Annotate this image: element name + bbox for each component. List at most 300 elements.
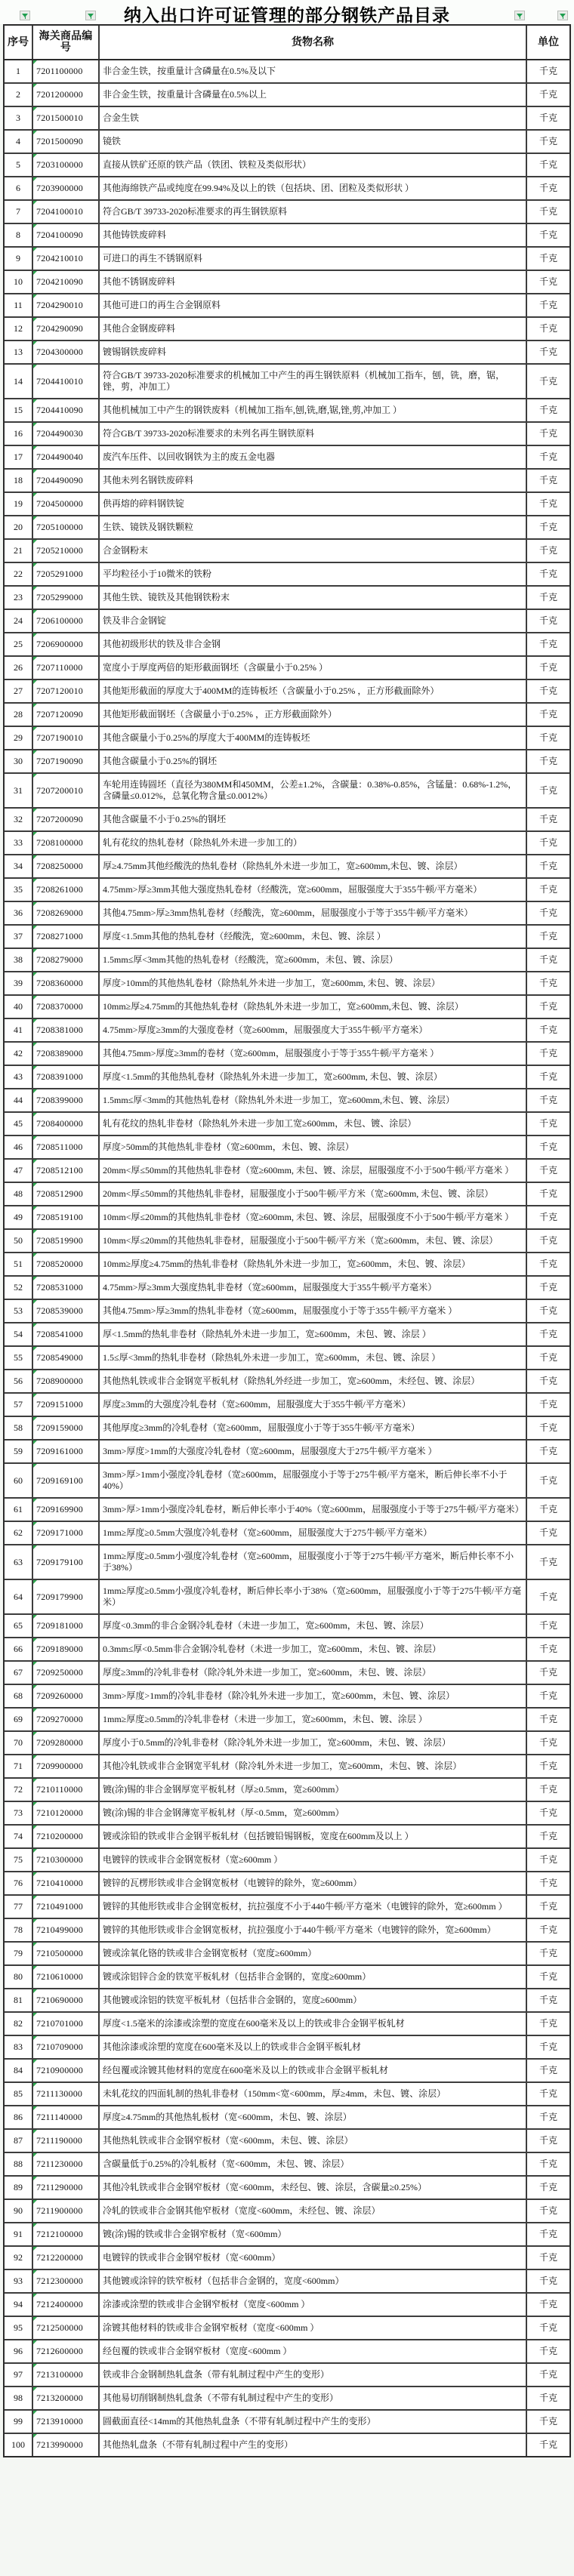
seq-cell[interactable]: 25: [5, 633, 33, 655]
name-cell[interactable]: 镀(涂)锡的铁或非合金钢窄板材（宽<600mm）: [100, 2223, 527, 2245]
seq-cell[interactable]: 51: [5, 1253, 33, 1275]
unit-cell[interactable]: 千克: [539, 1282, 557, 1293]
unit-cell[interactable]: 千克: [539, 1924, 557, 1935]
code-cell[interactable]: [33, 1896, 100, 1918]
seq-cell[interactable]: 60: [5, 1464, 33, 1497]
name-cell[interactable]: 供再熔的碎料钢铁锭: [100, 493, 527, 515]
unit-cell[interactable]: 千克: [539, 1376, 557, 1386]
name-cell[interactable]: 3mm>厚>1mm小强度冷轧卷材（宽≥600mm，屈服强度小于等于275牛顿/平方毫米，断后伸长率不小于40%）: [100, 1464, 527, 1497]
name-cell[interactable]: 其他热轧铁或非合金钢宽平板轧材（除热轧外经进一步加工，宽≥600mm，未经包、镀、涂层）: [100, 1370, 527, 1392]
unit-cell[interactable]: 千克: [539, 1235, 557, 1246]
seq-cell[interactable]: 63: [5, 1545, 33, 1579]
unit-cell[interactable]: 千克: [539, 954, 557, 965]
seq-cell[interactable]: 41: [5, 1019, 33, 1041]
unit-cell[interactable]: 千克: [539, 1165, 557, 1176]
seq-cell[interactable]: 95: [5, 2317, 33, 2339]
name-cell[interactable]: 厚度<1.5mm其他的热轧卷材（经酸洗，宽≥600mm，未包、镀、涂层 ）: [100, 926, 527, 948]
seq-cell[interactable]: 81: [5, 1989, 33, 2011]
seq-cell[interactable]: 34: [5, 855, 33, 877]
unit-cell[interactable]: 千克: [539, 1095, 557, 1105]
unit-cell[interactable]: 千克: [539, 1142, 557, 1152]
unit-cell[interactable]: 千克: [539, 545, 557, 556]
seq-cell[interactable]: 55: [5, 1347, 33, 1369]
unit-cell[interactable]: 千克: [539, 2252, 557, 2263]
seq-cell[interactable]: 14: [5, 365, 33, 398]
seq-cell[interactable]: 64: [5, 1580, 33, 1613]
code-cell[interactable]: [33, 1277, 100, 1299]
name-cell[interactable]: 符合GB/T 39733-2020标准要求的未列名再生钢铁原料: [100, 423, 527, 445]
name-cell[interactable]: 厚度≥4.75mm的其他热轧板材（宽<600mm，未包、镀、涂层）: [100, 2106, 527, 2128]
code-cell[interactable]: [33, 60, 100, 82]
name-cell[interactable]: 1mm≥厚度≥0.5mm小强度冷轧卷材（宽≥600mm，屈服强度小于等于275牛顿/平方毫米，断后伸长率不小于38%）: [100, 1545, 527, 1579]
seq-cell[interactable]: 88: [5, 2153, 33, 2175]
unit-cell[interactable]: 千克: [539, 276, 557, 287]
name-cell[interactable]: 未轧花纹的四面轧制的热轧非卷材（150mm<宽<600mm，厚≥4mm，未包、镀、涂层）: [100, 2083, 527, 2105]
code-cell[interactable]: [33, 949, 100, 971]
code-cell[interactable]: [33, 1300, 100, 1322]
code-cell[interactable]: [33, 1732, 100, 1754]
seq-cell[interactable]: 49: [5, 1206, 33, 1228]
unit-cell[interactable]: 千克: [539, 230, 557, 240]
name-cell[interactable]: 其他机械加工中产生的钢铁废料（机械加工指车,刨,铣,磨,锯,锉,剪,冲加工 ）: [100, 399, 527, 421]
name-cell[interactable]: 符合GB/T 39733-2020标准要求的再生钢铁原料: [100, 201, 527, 223]
unit-cell[interactable]: 千克: [539, 428, 557, 439]
name-cell[interactable]: 非合金生铁，按重量计含磷量在0.5%以上: [100, 84, 527, 106]
name-cell[interactable]: 符合GB/T 39733-2020标准要求的机械加工中产生的再生钢铁原料（机械加工指车，刨，铣，磨，锯，锉，剪，冲加工）: [100, 365, 527, 398]
name-cell[interactable]: 1mm≥厚度≥0.5mm小强度冷轧卷材，断后伸长率小于38%（宽≥600mm，屈服强度小于等于275牛顿/平方毫米）: [100, 1580, 527, 1613]
name-cell[interactable]: 其他镀或涂锌的铁窄板材（包括非合金钢的，宽度<600mm）: [100, 2270, 527, 2292]
code-cell[interactable]: [33, 1943, 100, 1964]
seq-cell[interactable]: 33: [5, 832, 33, 854]
name-cell[interactable]: 其他冷轧铁或非合金钢窄板材（宽<600mm，未经包、镀、涂层，含碳量≥0.25%）: [100, 2177, 527, 2199]
seq-cell[interactable]: 32: [5, 809, 33, 830]
seq-cell[interactable]: 30: [5, 750, 33, 772]
code-cell[interactable]: [33, 1347, 100, 1369]
seq-cell[interactable]: 86: [5, 2106, 33, 2128]
code-cell[interactable]: [33, 996, 100, 1018]
seq-cell[interactable]: 4: [5, 131, 33, 153]
name-cell[interactable]: 涂漆或涂塑的铁或非合金钢窄板材（宽度<600mm ）: [100, 2294, 527, 2316]
code-cell[interactable]: [33, 2130, 100, 2152]
code-cell[interactable]: [33, 365, 100, 398]
name-cell[interactable]: 涂镀其他材料的铁或非合金钢窄板材（宽度<600mm ）: [100, 2317, 527, 2339]
seq-cell[interactable]: 11: [5, 294, 33, 316]
seq-cell[interactable]: 10: [5, 271, 33, 293]
unit-cell[interactable]: 千克: [539, 615, 557, 626]
unit-cell[interactable]: 千克: [539, 884, 557, 895]
seq-cell[interactable]: 73: [5, 1802, 33, 1824]
code-cell[interactable]: [33, 271, 100, 293]
seq-cell[interactable]: 56: [5, 1370, 33, 1392]
name-cell[interactable]: 1.5mm≤厚<3mm其他的热轧卷材（经酸洗，宽≥600mm，未包、镀、涂层）: [100, 949, 527, 971]
name-cell[interactable]: 轧有花纹的热轧卷材（除热轧外未进一步加工的）: [100, 832, 527, 854]
unit-cell[interactable]: 千克: [539, 1854, 557, 1865]
header-seq[interactable]: 序号: [5, 26, 33, 59]
unit-cell[interactable]: 千克: [539, 1001, 557, 1012]
header-code[interactable]: 海关商品编号: [33, 26, 100, 59]
unit-cell[interactable]: 千克: [539, 1071, 557, 1082]
code-cell[interactable]: [33, 1755, 100, 1777]
code-cell[interactable]: [33, 1464, 100, 1497]
name-cell[interactable]: 镜铁: [100, 131, 527, 153]
unit-cell[interactable]: 千克: [539, 1025, 557, 1035]
name-cell[interactable]: 铁或非合金钢制热轧盘条（带有轧制过程中产生的变形）: [100, 2364, 527, 2386]
unit-cell[interactable]: 千克: [539, 112, 557, 123]
code-cell[interactable]: [33, 972, 100, 994]
seq-cell[interactable]: 100: [5, 2434, 33, 2456]
unit-cell[interactable]: 千克: [539, 2369, 557, 2380]
seq-cell[interactable]: 75: [5, 1849, 33, 1871]
name-cell[interactable]: 厚度≥3mm的冷轧非卷材（除冷轧外未进一步加工，宽≥600mm，未包、镀、涂层）: [100, 1662, 527, 1684]
seq-cell[interactable]: 98: [5, 2387, 33, 2409]
code-cell[interactable]: [33, 727, 100, 749]
autofilter-button-unit[interactable]: [557, 11, 568, 20]
code-cell[interactable]: [33, 2060, 100, 2081]
unit-cell[interactable]: 千克: [539, 2182, 557, 2192]
seq-cell[interactable]: 96: [5, 2340, 33, 2362]
seq-cell[interactable]: 91: [5, 2223, 33, 2245]
unit-cell[interactable]: 千克: [539, 253, 557, 263]
code-cell[interactable]: [33, 1066, 100, 1088]
code-cell[interactable]: [33, 446, 100, 468]
name-cell[interactable]: 其他涂漆或涂塑的宽度在600毫米及以上的铁或非合金钢平板轧材: [100, 2036, 527, 2058]
name-cell[interactable]: 其他厚度≥3mm的冷轧卷材（宽≥600mm，屈服强度小于等于355牛顿/平方毫米）: [100, 1417, 527, 1439]
code-cell[interactable]: [33, 2247, 100, 2269]
seq-cell[interactable]: 74: [5, 1826, 33, 1847]
unit-cell[interactable]: 千克: [539, 861, 557, 871]
code-cell[interactable]: [33, 2317, 100, 2339]
unit-cell[interactable]: 千克: [539, 1188, 557, 1199]
seq-cell[interactable]: 13: [5, 341, 33, 363]
name-cell[interactable]: 其他不锈钢废碎料: [100, 271, 527, 293]
unit-cell[interactable]: 千克: [539, 1901, 557, 1912]
name-cell[interactable]: 镀或涂铅的铁或非合金钢平板轧材（包括镀铅锡钢板，宽度在600mm及以上 ）: [100, 1826, 527, 1847]
name-cell[interactable]: 其他铸铁废碎料: [100, 224, 527, 246]
unit-cell[interactable]: 千克: [539, 1474, 557, 1486]
name-cell[interactable]: 其他4.75mm>厚≥3mm的热轧非卷材（宽≥600mm，屈服强度小于等于355牛顿/平方毫米 ）: [100, 1300, 527, 1322]
seq-cell[interactable]: 68: [5, 1685, 33, 1707]
code-cell[interactable]: [33, 879, 100, 901]
name-cell[interactable]: 可进口的再生不锈钢原料: [100, 248, 527, 270]
seq-cell[interactable]: 2: [5, 84, 33, 106]
name-cell[interactable]: 厚度<1.5毫米的涂漆或涂塑的宽度在600毫米及以上的铁或非合金钢平板轧材: [100, 2013, 527, 2035]
unit-cell[interactable]: 千克: [539, 1591, 557, 1602]
code-cell[interactable]: [33, 2106, 100, 2128]
name-cell[interactable]: 非合金生铁，按重量计含磷量在0.5%及以下: [100, 60, 527, 82]
seq-cell[interactable]: 31: [5, 774, 33, 807]
name-cell[interactable]: 宽度小于厚度两倍的矩形截面钢坯（含碳量小于0.25% ）: [100, 657, 527, 679]
name-cell[interactable]: 10mm<厚≤20mm的其他热轧非卷材（宽≥600mm, 未包、镀、涂层，屈服强度不小于500牛顿/平方毫米 ）: [100, 1206, 527, 1228]
name-cell[interactable]: 镀锌的瓦楞形铁或非合金钢宽板材（电镀锌的除外，宽≥600mm）: [100, 1872, 527, 1894]
seq-cell[interactable]: 77: [5, 1896, 33, 1918]
name-cell[interactable]: 其他含碳量不小于0.25%的钢坯: [100, 809, 527, 830]
unit-cell[interactable]: 千克: [539, 183, 557, 193]
unit-cell[interactable]: 千克: [539, 2018, 557, 2029]
code-cell[interactable]: [33, 2364, 100, 2386]
seq-cell[interactable]: 8: [5, 224, 33, 246]
code-cell[interactable]: [33, 1113, 100, 1135]
unit-cell[interactable]: 千克: [539, 206, 557, 217]
name-cell[interactable]: 其他生铁、镜铁及其他钢铁粉末: [100, 587, 527, 609]
code-cell[interactable]: [33, 177, 100, 199]
unit-cell[interactable]: 千克: [539, 1212, 557, 1222]
code-cell[interactable]: [33, 2270, 100, 2292]
seq-cell[interactable]: 65: [5, 1615, 33, 1637]
unit-cell[interactable]: 千克: [539, 2416, 557, 2427]
name-cell[interactable]: 厚≥4.75mm其他经酸洗的热轧卷材（除热轧外未进一步加工，宽≥600mm,未包、镀、涂层）: [100, 855, 527, 877]
seq-cell[interactable]: 72: [5, 1779, 33, 1801]
seq-cell[interactable]: 59: [5, 1441, 33, 1462]
code-cell[interactable]: [33, 1522, 100, 1544]
name-cell[interactable]: 1.5≤厚<3mm的热轧非卷材（除热轧外未进一步加工，宽≥600mm，未包、镀、涂层 ）: [100, 1347, 527, 1369]
code-cell[interactable]: [33, 1872, 100, 1894]
unit-cell[interactable]: 千克: [539, 1831, 557, 1841]
code-cell[interactable]: [33, 1638, 100, 1660]
name-cell[interactable]: 镀(涂)锡的非合金钢厚宽平板轧材（厚≥0.5mm，宽≥600mm）: [100, 1779, 527, 1801]
name-cell[interactable]: 其他合金钢废碎料: [100, 318, 527, 340]
name-cell[interactable]: 镀或涂铝锌合金的铁宽平板轧材（包括非合金钢的，宽度≥600mm）: [100, 1966, 527, 1988]
unit-cell[interactable]: 千克: [539, 1807, 557, 1818]
code-cell[interactable]: [33, 926, 100, 948]
code-cell[interactable]: [33, 2223, 100, 2245]
code-cell[interactable]: [33, 1206, 100, 1228]
seq-cell[interactable]: 29: [5, 727, 33, 749]
name-cell[interactable]: 厚度<1.5mm的其他热轧卷材（除热轧外未进一步加工，宽≥600mm, 未包、镀、涂层）: [100, 1066, 527, 1088]
unit-cell[interactable]: 千克: [539, 639, 557, 649]
code-cell[interactable]: [33, 2177, 100, 2199]
unit-cell[interactable]: 千克: [539, 1422, 557, 1433]
unit-cell[interactable]: 千克: [539, 2322, 557, 2333]
code-cell[interactable]: [33, 1662, 100, 1684]
seq-cell[interactable]: 26: [5, 657, 33, 679]
name-cell[interactable]: 车轮用连铸圆坯（直径为380MM和450MM，公差±1.2%，含碳量：0.38%-0.85%，含锰量：0.68%-1.2%，含磷量≤0.012%，总氧化物含量≤0.0012%）: [100, 774, 527, 807]
unit-cell[interactable]: 千克: [539, 907, 557, 918]
unit-cell[interactable]: 千克: [539, 2299, 557, 2309]
seq-cell[interactable]: 66: [5, 1638, 33, 1660]
seq-cell[interactable]: 36: [5, 902, 33, 924]
code-cell[interactable]: [33, 201, 100, 223]
seq-cell[interactable]: 6: [5, 177, 33, 199]
name-cell[interactable]: 轧有花纹的热轧非卷材（除热轧外未进一步加工宽≥600mm，未包、镀、涂层）: [100, 1113, 527, 1135]
name-cell[interactable]: 合金生铁: [100, 107, 527, 129]
unit-cell[interactable]: 千克: [539, 323, 557, 334]
code-cell[interactable]: [33, 1160, 100, 1182]
unit-cell[interactable]: 千克: [539, 2205, 557, 2216]
seq-cell[interactable]: 27: [5, 680, 33, 702]
name-cell[interactable]: 经包覆的铁或非合金钢窄板材（宽度<600mm ）: [100, 2340, 527, 2362]
unit-cell[interactable]: 千克: [539, 662, 557, 673]
seq-cell[interactable]: 45: [5, 1113, 33, 1135]
name-cell[interactable]: 铁及非合金钢锭: [100, 610, 527, 632]
name-cell[interactable]: 电镀锌的铁或非合金钢窄板材（宽<600mm）: [100, 2247, 527, 2269]
name-cell[interactable]: 厚度<0.3mm的非合金钢冷轧卷材（未进一步加工，宽≥600mm，未包、镀、涂层）: [100, 1615, 527, 1637]
unit-cell[interactable]: 千克: [539, 1784, 557, 1795]
seq-cell[interactable]: 53: [5, 1300, 33, 1322]
name-cell[interactable]: 其他冷轧铁或非合金钢宽平轧材（除冷轧外未进一步加工，宽≥600mm，未包、镀、涂层）: [100, 1755, 527, 1777]
unit-cell[interactable]: 千克: [539, 2158, 557, 2169]
unit-cell[interactable]: 千克: [539, 686, 557, 696]
unit-cell[interactable]: 千克: [539, 1118, 557, 1129]
name-cell[interactable]: 3mm>厚>1mm小强度冷轧卷材，断后伸长率小于40%（宽≥600mm，屈服强度小于等于275牛顿/平方毫米）: [100, 1499, 527, 1521]
unit-cell[interactable]: 千克: [539, 522, 557, 532]
code-cell[interactable]: [33, 2153, 100, 2175]
seq-cell[interactable]: 54: [5, 1323, 33, 1345]
seq-cell[interactable]: 19: [5, 493, 33, 515]
unit-cell[interactable]: 千克: [539, 475, 557, 485]
seq-cell[interactable]: 12: [5, 318, 33, 340]
seq-cell[interactable]: 39: [5, 972, 33, 994]
code-cell[interactable]: [33, 680, 100, 702]
name-cell[interactable]: 4.75mm>厚≥3mm其他大强度热轧卷材（经酸洗，宽≥600mm，屈服强度大于355牛顿/平方毫米）: [100, 879, 527, 901]
name-cell[interactable]: 其他热轧盘条（不带有轧制过程中产生的变形）: [100, 2434, 527, 2456]
code-cell[interactable]: [33, 1826, 100, 1847]
name-cell[interactable]: 其他热轧铁或非合金钢窄板材（宽<600mm，未包、镀、涂层）: [100, 2130, 527, 2152]
name-cell[interactable]: 其他矩形截面钢坯（含碳量小于0.25% ，正方形截面除外）: [100, 704, 527, 726]
seq-cell[interactable]: 94: [5, 2294, 33, 2316]
unit-cell[interactable]: 千克: [539, 2041, 557, 2052]
code-cell[interactable]: [33, 1989, 100, 2011]
unit-cell[interactable]: 千克: [539, 1690, 557, 1701]
code-cell[interactable]: [33, 704, 100, 726]
unit-cell[interactable]: 千克: [539, 592, 557, 602]
unit-cell[interactable]: 千克: [539, 1305, 557, 1316]
code-cell[interactable]: [33, 1580, 100, 1613]
autofilter-button-name[interactable]: [514, 11, 525, 20]
seq-cell[interactable]: 50: [5, 1230, 33, 1252]
seq-cell[interactable]: 17: [5, 446, 33, 468]
name-cell[interactable]: 其他镀或涂铝的铁宽平板轧材（包括非合金钢的，宽度≥600mm）: [100, 1989, 527, 2011]
seq-cell[interactable]: 24: [5, 610, 33, 632]
seq-cell[interactable]: 35: [5, 879, 33, 901]
unit-cell[interactable]: 千克: [539, 2229, 557, 2239]
unit-cell[interactable]: 千克: [539, 1620, 557, 1631]
seq-cell[interactable]: 21: [5, 540, 33, 562]
unit-cell[interactable]: 千克: [539, 1399, 557, 1410]
name-cell[interactable]: 20mm<厚≤50mm的其他热轧非卷材，屈服强度小于500牛顿/平方米（宽≥600mm, 未包、镀、涂层）: [100, 1183, 527, 1205]
unit-cell[interactable]: 千克: [539, 569, 557, 579]
seq-cell[interactable]: 1: [5, 60, 33, 82]
unit-cell[interactable]: 千克: [539, 2346, 557, 2356]
unit-cell[interactable]: 千克: [539, 931, 557, 941]
name-cell[interactable]: 废汽车压件、以回收钢铁为主的废五金电器: [100, 446, 527, 468]
unit-cell[interactable]: 千克: [539, 1556, 557, 1567]
name-cell[interactable]: 1mm≥厚度≥0.5mm的冷轧非卷材（未进一步加工，宽≥600mm，未包、镀、涂层 ）: [100, 1709, 527, 1730]
unit-cell[interactable]: 千克: [539, 375, 557, 387]
code-cell[interactable]: [33, 1966, 100, 1988]
code-cell[interactable]: [33, 224, 100, 246]
code-cell[interactable]: [33, 1919, 100, 1941]
seq-cell[interactable]: 48: [5, 1183, 33, 1205]
seq-cell[interactable]: 79: [5, 1943, 33, 1964]
seq-cell[interactable]: 82: [5, 2013, 33, 2035]
unit-cell[interactable]: 千克: [539, 89, 557, 100]
name-cell[interactable]: 10mm≥厚≥4.75mm的其他热轧卷材（除热轧外未进一步加工，宽≥600mm,未包、镀、涂层）: [100, 996, 527, 1018]
code-cell[interactable]: [33, 1802, 100, 1824]
unit-cell[interactable]: 千克: [539, 1737, 557, 1748]
seq-cell[interactable]: 93: [5, 2270, 33, 2292]
code-cell[interactable]: [33, 587, 100, 609]
code-cell[interactable]: [33, 1183, 100, 1205]
seq-cell[interactable]: 62: [5, 1522, 33, 1544]
code-cell[interactable]: [33, 1499, 100, 1521]
name-cell[interactable]: 生铁、镜铁及钢铁颗粒: [100, 516, 527, 538]
unit-cell[interactable]: 千克: [539, 300, 557, 310]
autofilter-button-seq[interactable]: [20, 11, 30, 20]
unit-cell[interactable]: 千克: [539, 2439, 557, 2450]
name-cell[interactable]: 厚度≥3mm的大强度冷轧卷材（宽≥600mm，屈服强度大于355牛顿/平方毫米）: [100, 1394, 527, 1416]
code-cell[interactable]: [33, 131, 100, 153]
seq-cell[interactable]: 99: [5, 2411, 33, 2433]
code-cell[interactable]: [33, 1323, 100, 1345]
seq-cell[interactable]: 7: [5, 201, 33, 223]
unit-cell[interactable]: 千克: [539, 1527, 557, 1538]
code-cell[interactable]: [33, 1253, 100, 1275]
seq-cell[interactable]: 22: [5, 563, 33, 585]
unit-cell[interactable]: 千克: [539, 756, 557, 766]
name-cell[interactable]: 含碳量低于0.25%的冷轧板材（宽<600mm，未包、镀、涂层）: [100, 2153, 527, 2175]
code-cell[interactable]: [33, 1545, 100, 1579]
name-cell[interactable]: 冷轧的铁或非合金钢其他窄板材（宽度<600mm，未经包、镀、涂层）: [100, 2200, 527, 2222]
code-cell[interactable]: [33, 2434, 100, 2456]
unit-cell[interactable]: 千克: [539, 1504, 557, 1514]
unit-cell[interactable]: 千克: [539, 1971, 557, 1982]
name-cell[interactable]: 其他4.75mm>厚度≥3mm的卷材（宽≥600mm，屈服强度小于等于355牛顿/平方毫米 ）: [100, 1043, 527, 1065]
unit-cell[interactable]: 千克: [539, 2276, 557, 2286]
seq-cell[interactable]: 46: [5, 1136, 33, 1158]
code-cell[interactable]: [33, 493, 100, 515]
name-cell[interactable]: 其他含碳量小于0.25%的钢坯: [100, 750, 527, 772]
seq-cell[interactable]: 90: [5, 2200, 33, 2222]
name-cell[interactable]: 厚<1.5mm的热轧非卷材（除热轧外未进一步加工，宽≥600mm，未包、镀、涂层 ）: [100, 1323, 527, 1345]
seq-cell[interactable]: 28: [5, 704, 33, 726]
code-cell[interactable]: [33, 1615, 100, 1637]
autofilter-button-code[interactable]: [85, 11, 96, 20]
unit-cell[interactable]: 千克: [539, 2088, 557, 2099]
name-cell[interactable]: 其他未列名钢铁废碎料: [100, 470, 527, 491]
seq-cell[interactable]: 85: [5, 2083, 33, 2105]
name-cell[interactable]: 1mm≥厚度≥0.5mm大强度冷轧卷材（宽≥600mm，屈服强度大于275牛顿/平方毫米）: [100, 1522, 527, 1544]
unit-cell[interactable]: 千克: [539, 451, 557, 462]
unit-cell[interactable]: 千克: [539, 837, 557, 848]
unit-cell[interactable]: 千克: [539, 814, 557, 824]
name-cell[interactable]: 平均粒径小于10微米的铁粉: [100, 563, 527, 585]
seq-cell[interactable]: 70: [5, 1732, 33, 1754]
name-cell[interactable]: 其他矩形截面的厚度大于400MM的连铸板坯（含碳量小于0.25% ，正方形截面除外）: [100, 680, 527, 702]
seq-cell[interactable]: 92: [5, 2247, 33, 2269]
name-cell[interactable]: 其他可进口的再生合金钢原料: [100, 294, 527, 316]
code-cell[interactable]: [33, 1685, 100, 1707]
seq-cell[interactable]: 89: [5, 2177, 33, 2199]
name-cell[interactable]: 3mm>厚度>1mm的大强度冷轧卷材（宽≥600mm，屈服强度大于275牛顿/平方毫米 ）: [100, 1441, 527, 1462]
seq-cell[interactable]: 67: [5, 1662, 33, 1684]
code-cell[interactable]: [33, 2036, 100, 2058]
name-cell[interactable]: 镀(涂)锡的非合金钢薄宽平板轧材（厚<0.5mm，宽≥600mm）: [100, 1802, 527, 1824]
unit-cell[interactable]: 千克: [539, 66, 557, 76]
name-cell[interactable]: 电镀锌的铁或非合金钢宽板材（宽≥600mm ）: [100, 1849, 527, 1871]
unit-cell[interactable]: 千克: [539, 2112, 557, 2122]
seq-cell[interactable]: 43: [5, 1066, 33, 1088]
unit-cell[interactable]: 千克: [539, 1948, 557, 1958]
code-cell[interactable]: [33, 341, 100, 363]
name-cell[interactable]: 镀或涂氧化铬的铁或非合金钢宽板材（宽度≥600mm）: [100, 1943, 527, 1964]
name-cell[interactable]: 厚度>10mm的其他热轧卷材（除热轧外未进一步加工，宽≥600mm, 未包、镀、涂层）: [100, 972, 527, 994]
seq-cell[interactable]: 9: [5, 248, 33, 270]
code-cell[interactable]: [33, 1779, 100, 1801]
unit-cell[interactable]: 千克: [539, 2065, 557, 2075]
unit-cell[interactable]: 千克: [539, 2135, 557, 2146]
name-cell[interactable]: 合金钢粉末: [100, 540, 527, 562]
unit-cell[interactable]: 千克: [539, 1352, 557, 1363]
